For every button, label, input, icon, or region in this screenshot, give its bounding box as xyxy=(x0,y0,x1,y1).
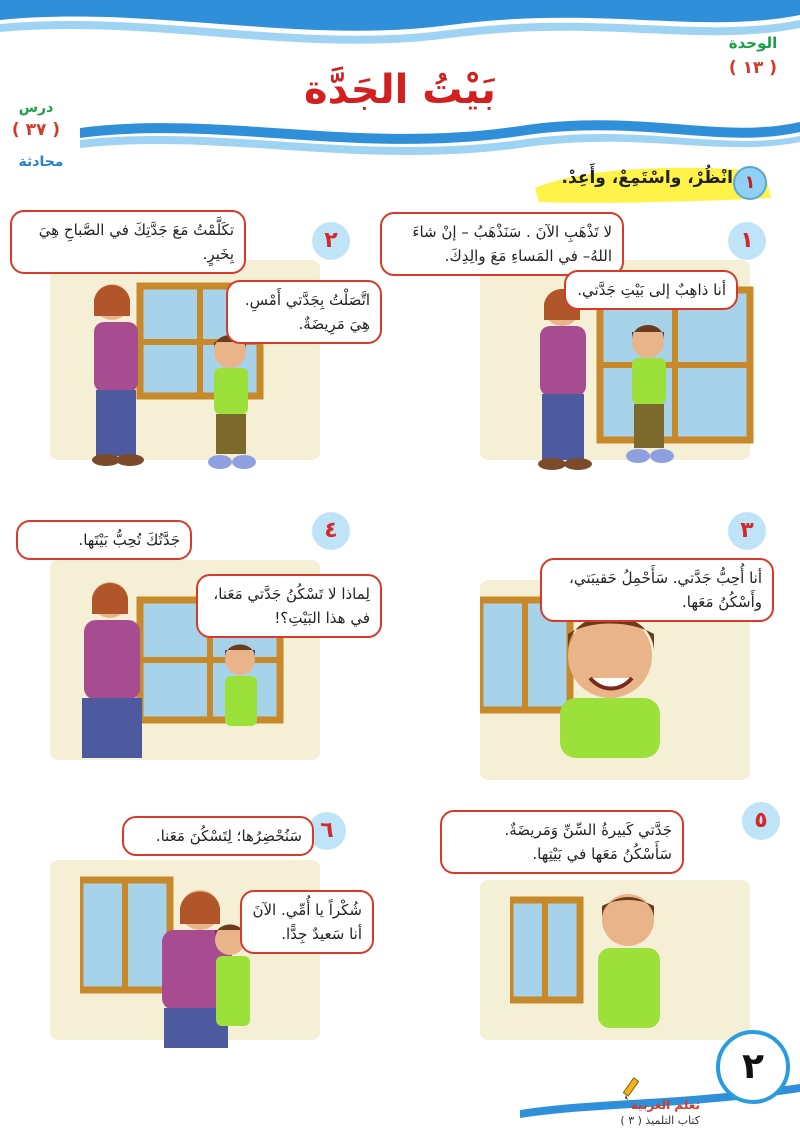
frame-number: ٤ xyxy=(312,512,350,550)
speech-bubble-boy: أنا ذاهِبٌ إلى بَيْتِ جَدَّتي. xyxy=(564,270,738,310)
frame-number: ٣ xyxy=(728,512,766,550)
unit-label: الوحدة xyxy=(728,34,778,52)
unit-number: ( ١٣ ) xyxy=(728,58,778,78)
lesson-number: ( ٣٧ ) xyxy=(11,120,61,140)
speech-bubble-boy: جَدَّتي كَبيرةُ السِّنِّ وَمَريضَةٌ. سَأَسْكُنُ مَعَها في بَيْتِها. xyxy=(440,810,684,874)
page-number: ٢ xyxy=(716,1030,790,1104)
instruction-text: انْظُرْ، واسْتَمِعْ، وأَعِدْ. xyxy=(561,168,733,188)
frame-5-illustration xyxy=(510,890,730,1040)
speech-bubble-mother: تكَلَّمْتُ مَعَ جَدَّتِكَ في الصَّباحِ هِيَ بِخَيرٍ. xyxy=(10,210,246,274)
speech-bubble-boy: شُكْراً يا أُمِّي. الآنَ أنا سَعيدٌ جِدًّا. xyxy=(240,890,374,954)
speech-bubble-mother: سَنُحْضِرُها؛ لِتَسْكُنَ مَعَنا. xyxy=(122,816,314,856)
speech-bubble-boy: لِماذا لا تَسْكُنُ جَدَّتي مَعَنا، في هذا البَيْتِ؟! xyxy=(196,574,382,638)
frame-1 xyxy=(412,200,780,480)
frame-5 xyxy=(440,790,780,1050)
frame-number: ٦ xyxy=(308,812,346,850)
lesson-label: درس xyxy=(18,100,54,116)
frame-2 xyxy=(10,200,370,480)
book-subtitle: كتاب التلميذ ( ٣ ) xyxy=(620,1114,700,1127)
frame-number: ٢ xyxy=(312,222,350,260)
speech-bubble-mother: جَدَّتُكَ تُحِبُّ بَيْتَها. xyxy=(16,520,192,560)
page-title: بَيْتُ الجَدَّة xyxy=(304,67,496,113)
instruction-number: ١ xyxy=(733,166,767,200)
frame-number: ٥ xyxy=(742,802,780,840)
frame-4 xyxy=(10,500,370,780)
section-label: محادثة xyxy=(18,154,64,170)
speech-bubble-boy: اتَّصَلْتُ بِجَدَّتي أَمْسِ. هِيَ مَرِيضَةٌ. xyxy=(226,280,382,344)
frame-number: ١ xyxy=(728,222,766,260)
frame-3 xyxy=(440,500,780,780)
book-title: تعلم العربية xyxy=(630,1098,700,1112)
frame-6 xyxy=(10,790,362,1050)
speech-bubble-mother: لا تَذْهَبِ الآنَ . سَنَذْهَبُ – إنْ شاءَ اللهُ– في المَساءِ مَعَ والِدِكَ. xyxy=(380,212,624,276)
instruction-banner xyxy=(525,158,775,206)
speech-bubble-boy: أنا أُحِبُّ جَدَّتي. سَأَحْمِلُ حَقيبَتي، وأَسْكُنُ مَعَها. xyxy=(540,558,774,622)
